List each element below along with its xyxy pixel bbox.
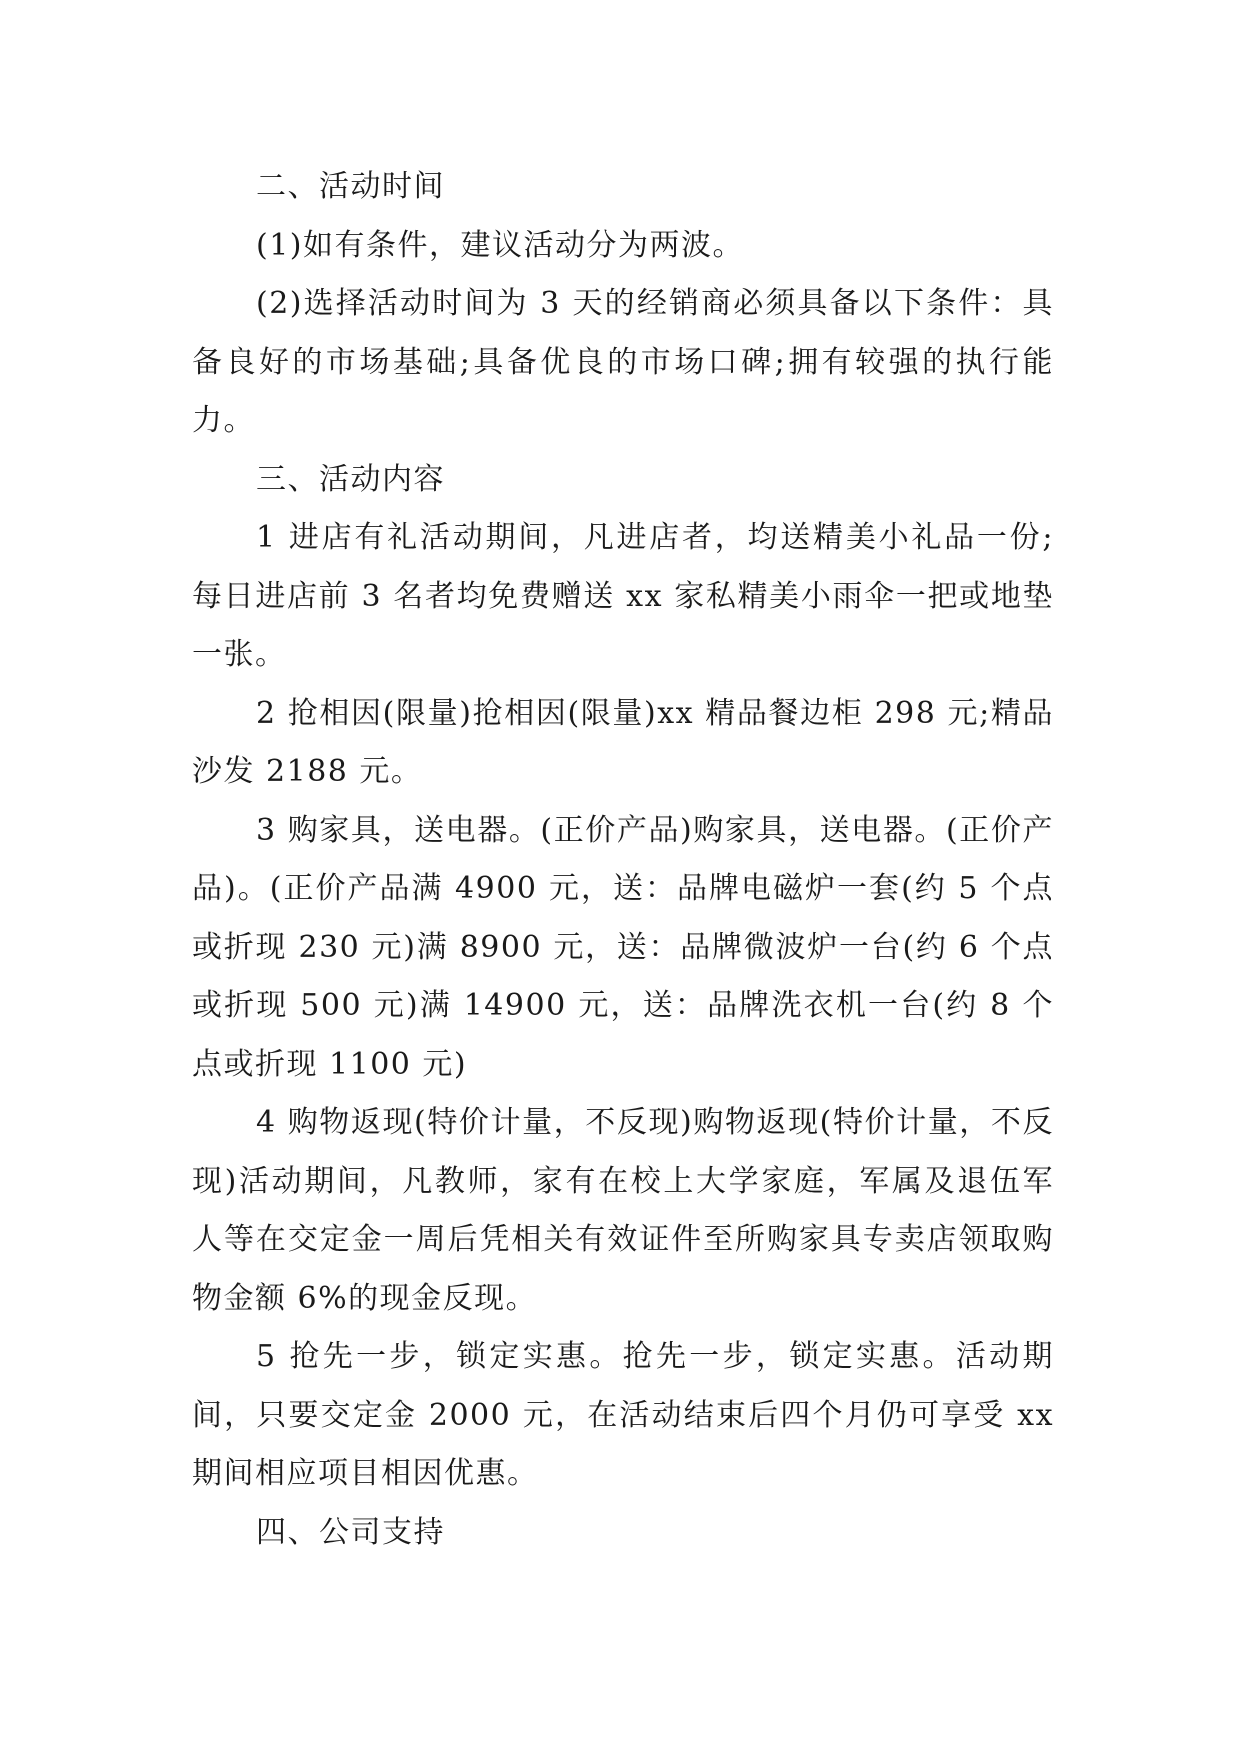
paragraph-content-1: 1 进店有礼活动期间，凡进店者，均送精美小礼品一份;每日进店前 3 名者均免费赠送 xx 家私精美小雨伞一把或地垫一张。: [192, 520, 1054, 672]
paragraph-content-3: 3 购家具，送电器。(正价产品)购家具，送电器。(正价产品)。(正价产品满 4900 元，送：品牌电磁炉一套(约 5 个点或折现 230 元)满 8900 元，送：品牌微波炉一台(约 6 个点或折现 500 元)满 14900 元，送：品牌洗衣机一台(约 8 个点或折现 1100 元): [192, 812, 1054, 1082]
paragraph-time-1: (1)如有条件，建议活动分为两波。: [256, 227, 744, 263]
document-body: [192, 158, 1054, 1562]
paragraph-content-4: 4 购物返现(特价计量，不反现)购物返现(特价计量，不反现)活动期间，凡教师，家有在校上大学家庭，军属及退伍军人等在交定金一周后凭相关有效证件至所购家具专卖店领取购物金额 6%的现金反现。: [192, 1105, 1054, 1316]
paragraph-time-2: (2)选择活动时间为 3 天的经销商必须具备以下条件：具备良好的市场基础;具备优良的市场口碑;拥有较强的执行能力。: [192, 286, 1054, 438]
section-heading-company-support: 四、公司支持: [256, 1514, 445, 1550]
paragraph-content-5: 5 抢先一步，锁定实惠。抢先一步，锁定实惠。活动期间，只要交定金 2000 元，在活动结束后四个月仍可享受 xx 期间相应项目相因优惠。: [192, 1339, 1054, 1491]
section-heading-activity-time: 二、活动时间: [256, 169, 445, 204]
section-heading-activity-content: 三、活动内容: [256, 461, 445, 497]
paragraph-content-2: 2 抢相因(限量)抢相因(限量)xx 精品餐边柜 298 元;精品沙发 2188 元。: [192, 695, 1054, 789]
